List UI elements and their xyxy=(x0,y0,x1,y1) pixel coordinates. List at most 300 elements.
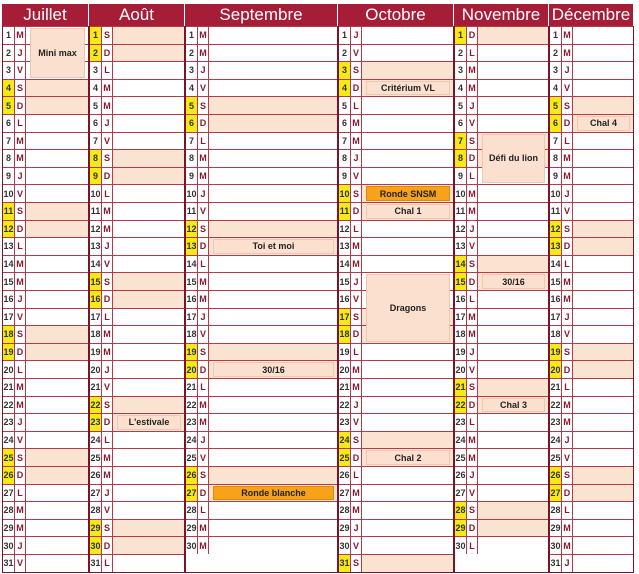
weekday-letter: S xyxy=(351,62,362,79)
day-number: 31 xyxy=(90,555,102,572)
day-cell xyxy=(573,238,633,255)
day-number: 28 xyxy=(455,502,467,519)
day-number: 5 xyxy=(455,97,467,114)
weekday-letter: M xyxy=(15,273,26,290)
day-cell xyxy=(26,185,88,202)
weekday-letter: M xyxy=(562,414,573,431)
day-row xyxy=(3,290,88,308)
day-number: 5 xyxy=(186,97,198,114)
day-row xyxy=(550,26,633,44)
day-row xyxy=(339,484,453,502)
day-cell xyxy=(113,133,184,150)
day-number: 11 xyxy=(455,203,467,220)
day-row xyxy=(186,202,337,220)
day-number: 12 xyxy=(455,221,467,238)
weekday-letter: J xyxy=(467,221,478,238)
weekday-letter: M xyxy=(351,379,362,396)
day-cell xyxy=(573,185,633,202)
month-column xyxy=(549,26,634,573)
day-row xyxy=(90,466,184,484)
day-number: 2 xyxy=(186,45,198,62)
day-cell xyxy=(478,97,548,114)
day-row xyxy=(186,149,337,167)
day-cell xyxy=(113,485,184,502)
day-cell xyxy=(478,432,548,449)
weekday-letter: S xyxy=(102,150,113,167)
weekday-letter: V xyxy=(102,133,113,150)
day-cell xyxy=(478,502,548,519)
day-row xyxy=(90,554,184,572)
day-number: 31 xyxy=(3,555,15,572)
weekday-letter: S xyxy=(562,221,573,238)
day-number: 22 xyxy=(455,397,467,414)
day-number: 4 xyxy=(90,80,102,97)
day-cell xyxy=(209,45,337,62)
day-number: 19 xyxy=(339,344,351,361)
day-number: 25 xyxy=(3,449,15,466)
day-cell xyxy=(478,361,548,378)
day-number: 6 xyxy=(550,115,562,132)
day-cell xyxy=(362,97,453,114)
day-cell xyxy=(26,361,88,378)
weekday-letter: M xyxy=(198,45,209,62)
day-row xyxy=(455,325,548,343)
day-number: 3 xyxy=(550,62,562,79)
day-number: 5 xyxy=(550,97,562,114)
day-number: 18 xyxy=(455,326,467,343)
weekday-letter: S xyxy=(351,432,362,449)
weekday-letter: J xyxy=(351,273,362,290)
weekday-letter: M xyxy=(562,273,573,290)
weekday-letter: V xyxy=(562,80,573,97)
day-cell xyxy=(573,344,633,361)
month-header-5: Novembre xyxy=(454,4,549,26)
weekday-letter: J xyxy=(198,432,209,449)
day-number: 26 xyxy=(550,467,562,484)
event-label: Toi et moi xyxy=(213,239,334,254)
weekday-letter: M xyxy=(351,133,362,150)
day-row xyxy=(3,96,88,114)
day-row xyxy=(186,448,337,466)
weekday-letter: M xyxy=(15,520,26,537)
weekday-letter: V xyxy=(467,485,478,502)
weekday-letter: L xyxy=(198,133,209,150)
day-row xyxy=(455,413,548,431)
weekday-letter: J xyxy=(15,291,26,308)
day-cell xyxy=(362,256,453,273)
day-number: 14 xyxy=(339,256,351,273)
day-number: 16 xyxy=(90,291,102,308)
day-row xyxy=(455,255,548,273)
weekday-letter: D xyxy=(467,520,478,537)
day-cell xyxy=(113,326,184,343)
day-number: 15 xyxy=(339,273,351,290)
day-number: 23 xyxy=(550,414,562,431)
day-number: 10 xyxy=(3,185,15,202)
day-cell xyxy=(209,62,337,79)
weekday-letter: S xyxy=(351,555,362,572)
day-cell xyxy=(26,467,88,484)
weekday-letter: S xyxy=(15,326,26,343)
day-cell xyxy=(26,221,88,238)
day-cell xyxy=(478,203,548,220)
weekday-letter: L xyxy=(467,291,478,308)
day-cell xyxy=(362,414,453,431)
day-cell xyxy=(113,379,184,396)
day-cell xyxy=(573,432,633,449)
day-row xyxy=(550,325,633,343)
weekday-letter: M xyxy=(102,344,113,361)
weekday-letter: D xyxy=(562,115,573,132)
weekday-letter: M xyxy=(562,291,573,308)
day-row xyxy=(186,343,337,361)
weekday-letter: V xyxy=(102,256,113,273)
day-cell xyxy=(478,291,548,308)
day-row xyxy=(455,519,548,537)
day-row xyxy=(339,26,453,44)
weekday-letter: D xyxy=(15,344,26,361)
event-label: Chal 1 xyxy=(366,204,450,219)
day-row xyxy=(339,360,453,378)
day-cell xyxy=(113,150,184,167)
day-row xyxy=(90,220,184,238)
day-number: 27 xyxy=(455,485,467,502)
day-cell xyxy=(26,555,88,572)
day-number: 10 xyxy=(455,185,467,202)
day-row xyxy=(550,149,633,167)
month-header-3: Septembre xyxy=(185,4,338,26)
weekday-letter: V xyxy=(15,309,26,326)
day-number: 20 xyxy=(3,361,15,378)
day-row xyxy=(455,484,548,502)
day-number: 19 xyxy=(3,344,15,361)
weekday-letter: M xyxy=(198,27,209,44)
day-row xyxy=(455,202,548,220)
day-row xyxy=(455,466,548,484)
day-cell xyxy=(573,168,633,185)
day-number: 28 xyxy=(3,502,15,519)
event-label: 30/16 xyxy=(482,274,545,289)
day-row xyxy=(3,237,88,255)
weekday-letter: D xyxy=(198,238,209,255)
weekday-letter: D xyxy=(351,326,362,343)
day-cell xyxy=(573,537,633,554)
day-row xyxy=(550,44,633,62)
weekday-letter: L xyxy=(351,467,362,484)
weekday-letter: J xyxy=(562,185,573,202)
weekday-letter: M xyxy=(351,256,362,273)
day-cell xyxy=(362,485,453,502)
weekday-letter: S xyxy=(562,344,573,361)
day-cell xyxy=(113,80,184,97)
day-number: 13 xyxy=(455,238,467,255)
day-cell xyxy=(209,80,337,97)
weekday-letter: J xyxy=(102,485,113,502)
day-cell xyxy=(113,185,184,202)
weekday-letter: J xyxy=(102,238,113,255)
day-number: 1 xyxy=(455,27,467,44)
weekday-letter: L xyxy=(562,256,573,273)
day-number: 1 xyxy=(339,27,351,44)
weekday-letter: L xyxy=(562,379,573,396)
day-cell xyxy=(573,361,633,378)
weekday-letter: V xyxy=(351,168,362,185)
weekday-letter: J xyxy=(467,344,478,361)
day-number: 1 xyxy=(186,27,198,44)
weekday-letter: V xyxy=(15,555,26,572)
day-row xyxy=(90,184,184,202)
day-cell xyxy=(478,467,548,484)
day-cell xyxy=(478,115,548,132)
day-number: 26 xyxy=(339,467,351,484)
day-cell xyxy=(26,326,88,343)
day-row xyxy=(90,79,184,97)
day-row xyxy=(339,536,453,554)
day-cell xyxy=(113,555,184,572)
event-label: Chal 4 xyxy=(577,116,630,131)
day-number: 1 xyxy=(3,27,15,44)
day-number: 11 xyxy=(90,203,102,220)
day-cell xyxy=(362,115,453,132)
day-number: 8 xyxy=(455,150,467,167)
day-number: 8 xyxy=(90,150,102,167)
weekday-letter: M xyxy=(15,397,26,414)
weekday-letter: D xyxy=(467,27,478,44)
day-number: 13 xyxy=(90,238,102,255)
day-row xyxy=(455,501,548,519)
weekday-letter: S xyxy=(15,80,26,97)
day-row xyxy=(90,61,184,79)
day-cell xyxy=(209,97,337,114)
day-cell xyxy=(573,379,633,396)
day-row xyxy=(339,413,453,431)
day-row xyxy=(90,167,184,185)
weekday-letter: L xyxy=(198,502,209,519)
day-number: 4 xyxy=(186,80,198,97)
day-row xyxy=(550,167,633,185)
day-number: 2 xyxy=(550,45,562,62)
weekday-letter: M xyxy=(102,221,113,238)
weekday-letter: M xyxy=(102,203,113,220)
weekday-letter: M xyxy=(351,485,362,502)
day-number: 9 xyxy=(339,168,351,185)
day-row xyxy=(3,360,88,378)
day-row xyxy=(90,132,184,150)
day-number: 23 xyxy=(186,414,198,431)
day-cell xyxy=(478,326,548,343)
weekday-letter: D xyxy=(467,397,478,414)
day-number: 11 xyxy=(186,203,198,220)
day-cell xyxy=(362,27,453,44)
day-row xyxy=(90,96,184,114)
day-cell xyxy=(573,520,633,537)
day-row xyxy=(455,448,548,466)
day-number: 30 xyxy=(339,537,351,554)
day-cell xyxy=(209,221,337,238)
day-cell xyxy=(478,185,548,202)
day-number: 25 xyxy=(90,449,102,466)
day-number: 17 xyxy=(550,309,562,326)
weekday-letter: D xyxy=(351,80,362,97)
day-cell xyxy=(113,467,184,484)
weekday-letter: M xyxy=(351,238,362,255)
day-cell xyxy=(26,256,88,273)
day-row xyxy=(3,554,88,572)
day-number: 30 xyxy=(3,537,15,554)
weekday-letter: D xyxy=(102,291,113,308)
weekday-letter: J xyxy=(562,309,573,326)
day-row xyxy=(90,360,184,378)
weekday-letter: M xyxy=(198,291,209,308)
day-number: 3 xyxy=(90,62,102,79)
day-number: 14 xyxy=(90,256,102,273)
weekday-letter: V xyxy=(351,45,362,62)
weekday-letter: M xyxy=(562,168,573,185)
day-cell xyxy=(362,537,453,554)
day-row xyxy=(3,202,88,220)
day-cell xyxy=(113,361,184,378)
weekday-letter: D xyxy=(15,97,26,114)
day-row xyxy=(550,413,633,431)
day-number: 23 xyxy=(90,414,102,431)
day-row xyxy=(186,96,337,114)
day-number: 25 xyxy=(455,449,467,466)
day-row xyxy=(550,272,633,290)
weekday-letter: J xyxy=(351,520,362,537)
day-cell xyxy=(209,115,337,132)
day-cell xyxy=(26,168,88,185)
day-number: 28 xyxy=(550,502,562,519)
day-number: 28 xyxy=(90,502,102,519)
day-number: 30 xyxy=(90,537,102,554)
weekday-letter: L xyxy=(102,62,113,79)
day-number: 17 xyxy=(3,309,15,326)
weekday-letter: V xyxy=(467,115,478,132)
day-number: 14 xyxy=(186,256,198,273)
day-cell xyxy=(573,45,633,62)
day-row xyxy=(339,220,453,238)
month-header-1: Juillet xyxy=(2,4,89,26)
weekday-letter: M xyxy=(198,397,209,414)
day-number: 9 xyxy=(186,168,198,185)
day-number: 10 xyxy=(550,185,562,202)
day-number: 24 xyxy=(90,432,102,449)
day-number: 12 xyxy=(186,221,198,238)
day-cell xyxy=(209,273,337,290)
weekday-letter: V xyxy=(198,203,209,220)
day-cell xyxy=(209,537,337,554)
day-cell xyxy=(573,291,633,308)
day-cell xyxy=(26,80,88,97)
day-cell xyxy=(209,133,337,150)
day-row xyxy=(339,554,453,572)
weekday-letter: J xyxy=(562,555,573,572)
event-label: 30/16 xyxy=(213,362,334,377)
day-number: 27 xyxy=(3,485,15,502)
day-row xyxy=(339,44,453,62)
day-number: 30 xyxy=(550,537,562,554)
day-number: 5 xyxy=(90,97,102,114)
weekday-letter: L xyxy=(467,168,478,185)
day-row xyxy=(3,308,88,326)
day-cell xyxy=(113,537,184,554)
day-row xyxy=(186,378,337,396)
day-row xyxy=(550,290,633,308)
day-number: 6 xyxy=(3,115,15,132)
day-number: 16 xyxy=(455,291,467,308)
day-cell xyxy=(113,309,184,326)
weekday-letter: J xyxy=(351,27,362,44)
weekday-letter: V xyxy=(562,203,573,220)
day-row xyxy=(550,343,633,361)
weekday-letter: M xyxy=(467,432,478,449)
day-number: 29 xyxy=(3,520,15,537)
weekday-letter: V xyxy=(198,80,209,97)
weekday-letter: D xyxy=(467,150,478,167)
day-row xyxy=(455,308,548,326)
day-number: 7 xyxy=(90,133,102,150)
day-row xyxy=(186,79,337,97)
day-number: 3 xyxy=(186,62,198,79)
weekday-letter: L xyxy=(15,485,26,502)
day-number: 24 xyxy=(550,432,562,449)
day-cell xyxy=(362,45,453,62)
day-row xyxy=(3,484,88,502)
weekday-letter: M xyxy=(15,150,26,167)
weekday-letter: L xyxy=(351,344,362,361)
day-row xyxy=(455,114,548,132)
day-cell xyxy=(113,221,184,238)
weekday-letter: J xyxy=(15,45,26,62)
weekday-letter: D xyxy=(562,238,573,255)
day-row xyxy=(455,220,548,238)
day-cell xyxy=(209,397,337,414)
day-cell xyxy=(26,344,88,361)
day-cell xyxy=(478,256,548,273)
event-label: Défi du lion xyxy=(482,134,545,184)
day-row xyxy=(186,114,337,132)
day-cell xyxy=(478,27,548,44)
weekday-letter: M xyxy=(467,203,478,220)
weekday-letter: S xyxy=(351,185,362,202)
day-number: 30 xyxy=(455,537,467,554)
day-cell xyxy=(478,238,548,255)
day-cell xyxy=(573,273,633,290)
day-cell xyxy=(573,221,633,238)
weekday-letter: L xyxy=(198,379,209,396)
day-cell xyxy=(573,27,633,44)
weekday-letter: L xyxy=(467,537,478,554)
day-cell xyxy=(573,502,633,519)
day-cell xyxy=(362,379,453,396)
day-cell xyxy=(113,520,184,537)
day-row xyxy=(339,396,453,414)
day-cell xyxy=(362,555,453,572)
day-row xyxy=(550,202,633,220)
day-number: 14 xyxy=(455,256,467,273)
weekday-letter: V xyxy=(467,361,478,378)
day-row xyxy=(3,466,88,484)
day-row xyxy=(455,44,548,62)
day-cell xyxy=(478,45,548,62)
day-cell xyxy=(209,520,337,537)
weekday-letter: M xyxy=(351,502,362,519)
month-column xyxy=(2,26,89,573)
weekday-letter: D xyxy=(102,168,113,185)
day-number: 21 xyxy=(90,379,102,396)
day-row xyxy=(550,448,633,466)
day-row xyxy=(455,79,548,97)
